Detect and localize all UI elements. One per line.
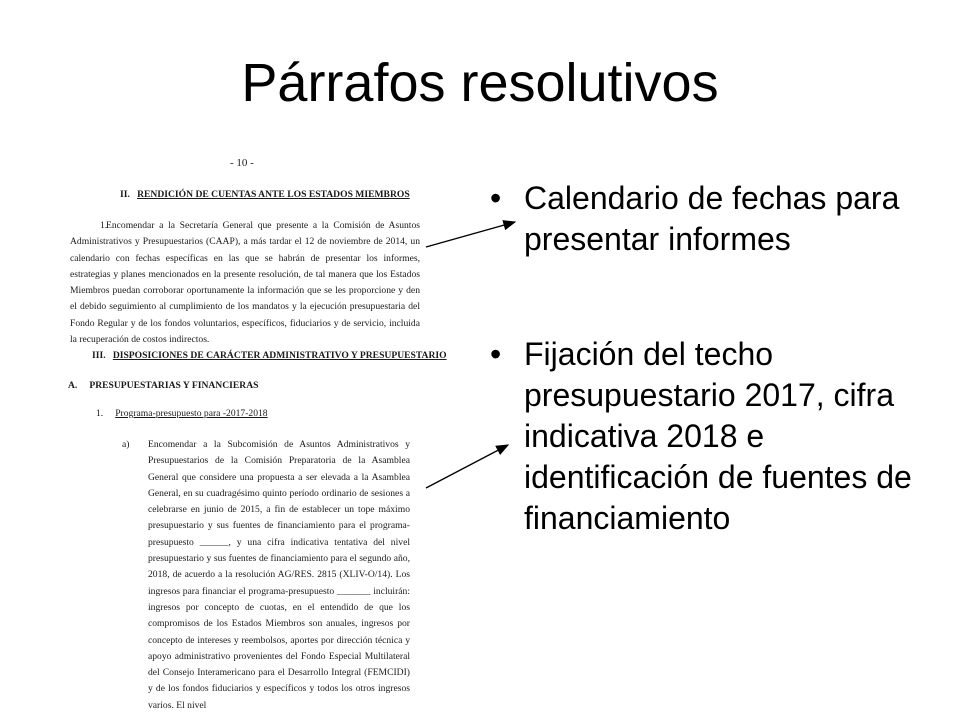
subsection-a-letter: A. — [68, 380, 78, 391]
bullet-list — [490, 178, 930, 539]
section-ii-title: RENDICIÓN DE CUENTAS ANTE LOS ESTADOS MIEMBROS — [137, 189, 410, 200]
bullet-symbol: • — [490, 180, 502, 216]
bullet-item-calendario — [490, 178, 930, 260]
section-iii-title: DISPOSICIONES DE CARÁCTER ADMINISTRATIVO Y PRESUPUESTARIO — [112, 350, 447, 361]
bullet-text: Calendario de fechas para presentar informes — [524, 180, 900, 257]
bullet-symbol: • — [490, 336, 502, 372]
paragraph-1-number: 1. — [100, 220, 108, 231]
page-number: - 10 - — [230, 157, 254, 169]
paragraph-1-text: Encomendar a la Secretaría General que presente a la Comisión de Asuntos Administrativos y Presupuestarios (CAAP), a más tardar el 12 de noviembre de 2014, un calendario con fechas específicas en las que se habrán de presentar los informes, estrategias y planes mencionados en la presente resolución, de tal manera que los Estados Miembros puedan corroborar oportunamente la información que se les proporcione y den el debido seguimiento al cumplimiento de los mandatos y la ejecución presupuestaria del Fondo Regular y de los fondos voluntarios, específicos, fiduciarios y de servicio, incluida la recuperación de costos indirectos. — [70, 220, 420, 346]
bullet-text: Fijación del techo presupuestario 2017, cifra indicativa 2018 e identificación de fuentes de financiamiento — [524, 336, 912, 536]
slide-title: Párrafos resolutivos — [241, 53, 719, 113]
section-ii-number: II. — [120, 189, 130, 200]
item-a-letter: a) — [122, 439, 130, 450]
subsection-a-title: PRESUPUESTARIAS Y FINANCIERAS — [89, 380, 259, 391]
item-a-text: Encomendar a la Subcomisión de Asuntos Administrativos y Presupuestarios de la Comisión Preparatoria de la Asamblea General que considere una propuesta a ser elevada a la Asamblea General, en su cuadragésimo quinto período ordinario de sesiones a celebrarse en junio de 2015, a fin de establecer un tope máximo presupuestario y sus fuentes de financiamiento para el programa-presupuesto ______, y una cifra indicativa tentativa del nivel presupuestario y sus fuentes de financiamiento para el segundo año, 2018, de acuerdo a la resolución AG/RES. 2815 (XLIV-O/14). Los ingresos para financiar el programa-presupuesto _______ incluirán: ingresos por concepto de cuotas, en el entendido de que los compromisos de los Estados Miembros son anuales, ingresos por concepto de intereses y reembolsos, aportes por dirección técnica y apoyo administrativo provenientes del Fondo Especial Multilateral del Consejo Interamericano para el Desarrollo Integral (FEMCIDI) y de los fondos fiduciarios y específicos y todos los otros ingresos varios. El nivel — [148, 439, 410, 711]
item-1-title: Programa-presupuesto para -2017-2018 — [115, 408, 268, 419]
section-iii-number: III. — [92, 350, 106, 361]
bullet-item-fijacion — [490, 334, 930, 539]
item-1-number: 1. — [96, 408, 104, 419]
